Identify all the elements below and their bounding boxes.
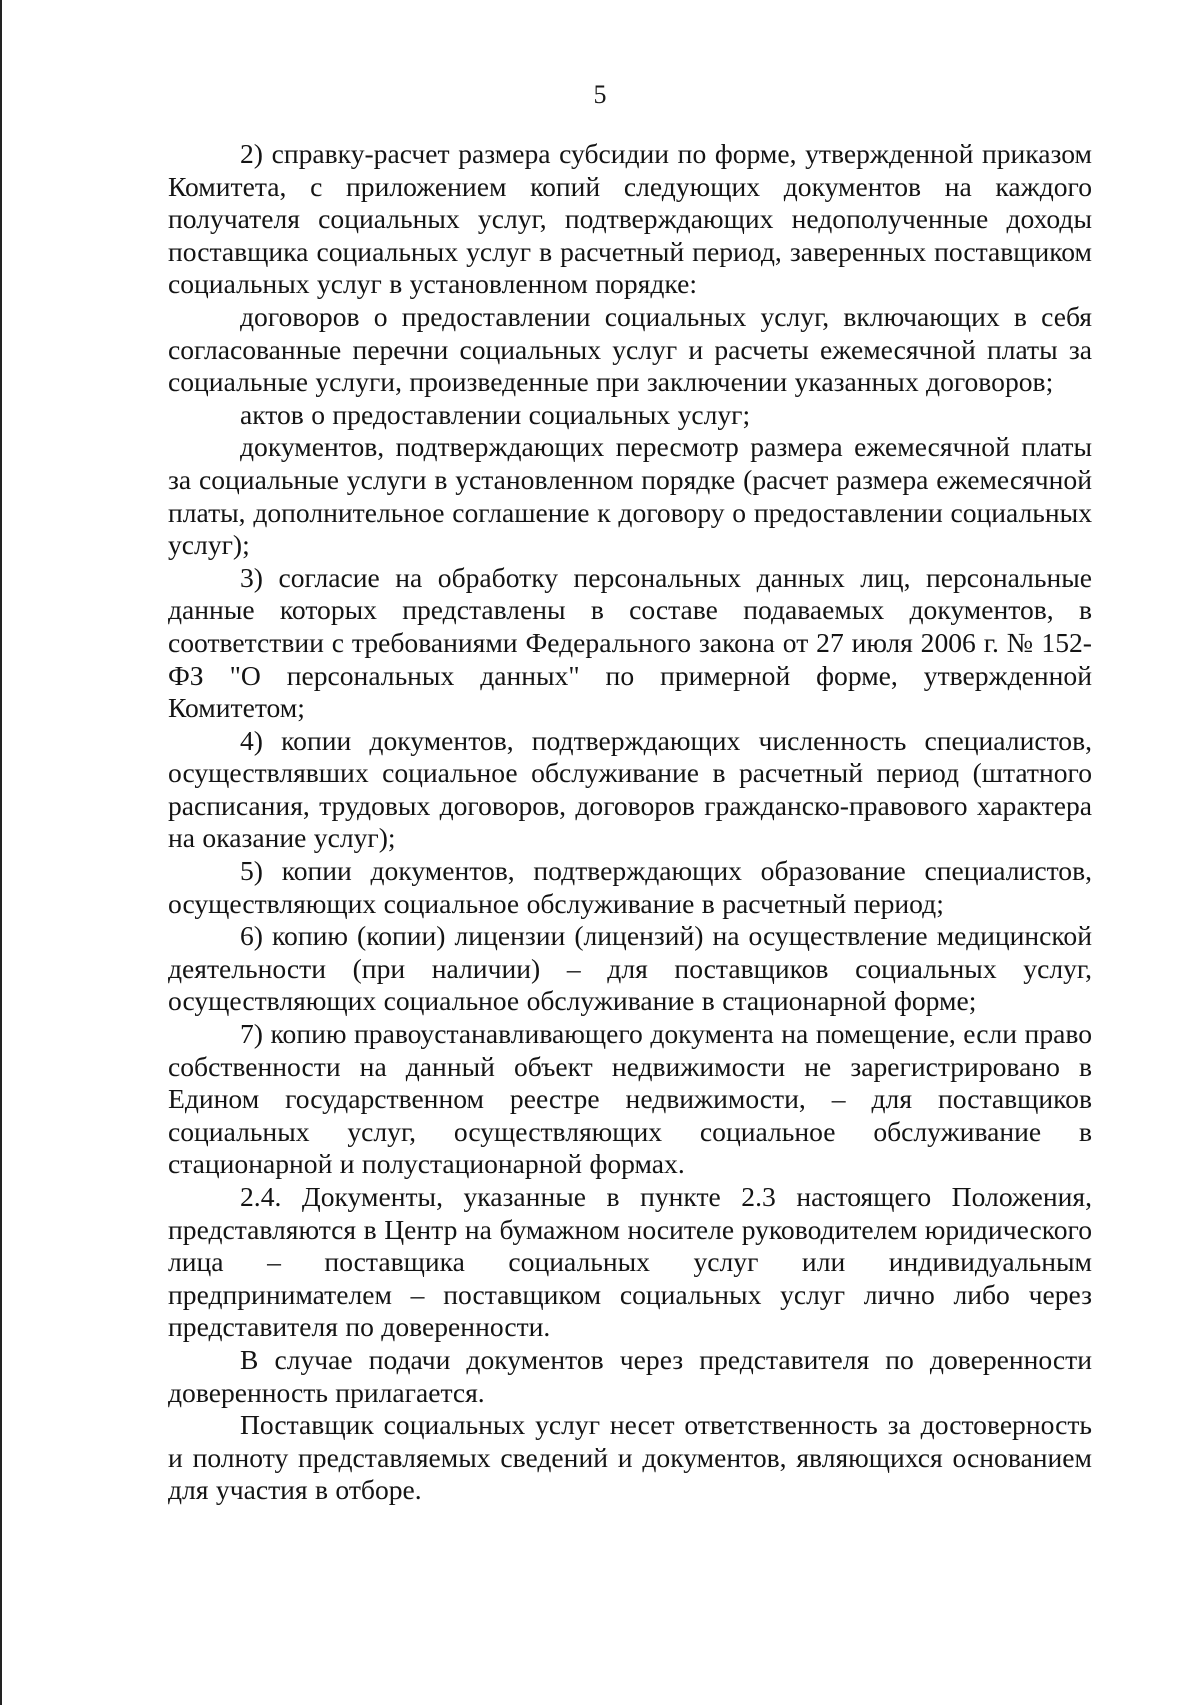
paragraph-item-3: 3) согласие на обработку персональных данных лиц, персональные данные которых представлены в составе подаваемых документов, в соответствии с требованиями Федерального закона от 27 июля 2006 г. № 152-ФЗ "О персональных данных" по примерной форме, утвержденной Комитетом; [168,561,1092,724]
paragraph-item-4: 4) копии документов, подтверждающих численность специалистов, осуществлявших социальное обслуживание в расчетный период (штатного расписания, трудовых договоров, договоров гражданско-правового характера на оказание услуг); [168,724,1092,854]
paragraph-item-7: 7) копию правоустанавливающего документа на помещение, если право собственности на данный объект недвижимости не зарегистрировано в Едином государственном реестре недвижимости, – для поставщиков социальных услуг, осуществляющих социальное обслуживание в стационарной и полустационарной формах. [168,1018,1092,1180]
paragraph-item-5: 5) копии документов, подтверждающих образование специалистов, осуществляющих социальное обслуживание в расчетный период; [168,855,1092,919]
paragraph-contracts: договоров о предоставлении социальных услуг, включающих в себя согласованные перечни социальных услуг и расчеты ежемесячной платы за социальные услуги, произведенные при заключении указанных договоров; [168,300,1092,398]
paragraph-acts: актов о предоставлении социальных услуг; [240,398,751,430]
document-body [168,138,1092,1507]
paragraph-revision-documents: документов, подтверждающих пересмотр размера ежемесячной платы за социальные услуги в установленном порядке (расчет размера ежемесячной платы, дополнительное соглашение к договору о предоставлении социальных услуг); [168,431,1092,561]
paragraph-section-2-4: 2.4. Документы, указанные в пункте 2.3 настоящего Положения, представляются в Центр на бумажном носителе руководителем юридического лица – поставщика социальных услуг или индивидуальным предпринимателем – поставщиком социальных услуг лично либо через представителя по доверенности. [168,1181,1092,1343]
page-number: 5 [593,80,607,109]
paragraph-representative: В случае подачи документов через представителя по доверенности доверенность прилагается. [168,1343,1092,1408]
paragraph-responsibility: Поставщик социальных услуг несет ответственность за достоверность и полноту представляемых сведений и документов, являющихся основанием для участия в отборе. [168,1409,1092,1506]
scan-edge-line [0,0,2,1705]
paragraph-item-2: 2) справку-расчет размера субсидии по форме, утвержденной приказом Комитета, с приложением копий следующих документов на каждого получателя социальных услуг, подтверждающих недополученные доходы поставщика социальных услуг в расчетный период, заверенных поставщиком социальных услуг в установленном порядке: [168,138,1092,300]
paragraph-item-6: 6) копию (копии) лицензии (лицензий) на осуществление медицинской деятельности (при наличии) – для поставщиков социальных услуг, осуществляющих социальное обслуживание в стационарной форме; [168,920,1092,1017]
